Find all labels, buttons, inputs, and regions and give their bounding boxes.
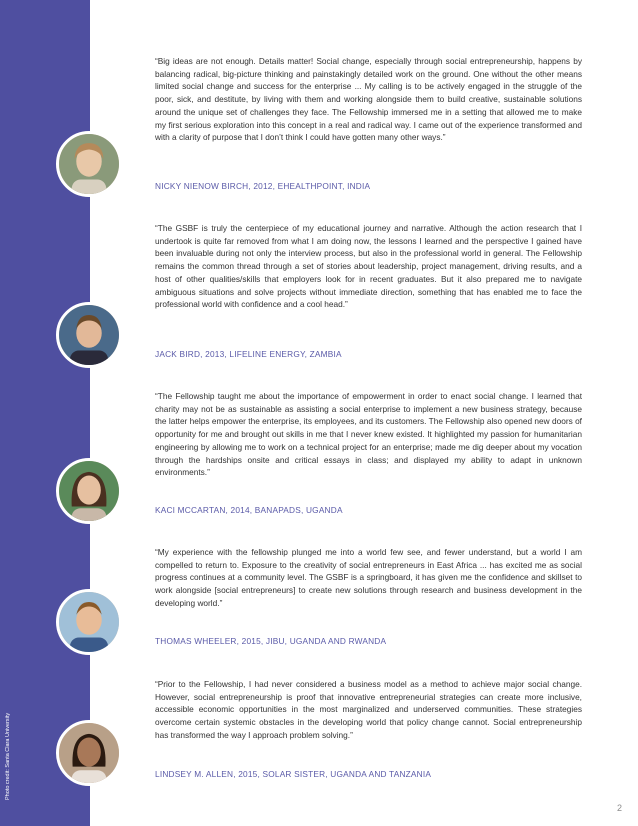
testimonial-attribution: NICKY NIENOW BIRCH, 2012, EHEALTHPOINT, INDIA bbox=[155, 181, 371, 191]
avatar bbox=[56, 302, 122, 368]
testimonial-quote: “The Fellowship taught me about the importance of empowerment in order to enact social change. I learned that charity may not be as sustainable as assisting a social enterprise to implement a new business strategy, because the latter helps empower the enterprise, its employees, and its customers. The Fellowship also opened new doors of opportunity for me and brought out skills in me that I never knew existed. It highlighted my passion for humanitarian engineering by allowing me to work on a technical project for an enterprise; made me dig deeper about my vocation through the hardships onsite and critical essays in class; and displayed my ability to adapt in unknown environments.” bbox=[155, 391, 582, 478]
testimonial-entry bbox=[155, 678, 582, 779]
testimonial-quote: “My experience with the fellowship plunged me into a world few see, and fewer understand, but a world I am compelled to return to. Exposure to the creativity of social entrepreneurs in East Africa ... has excited me as social progress continues at a community level. The GSBF is a springboard, it has given me the confidence and skillset to work alongside [social entrepreneurs] to create new solutions through research and business development in the developing world.” bbox=[155, 547, 582, 608]
avatar bbox=[56, 131, 122, 197]
testimonial-attribution: THOMAS WHEELER, 2015, JIBU, UGANDA AND RWANDA bbox=[155, 636, 387, 646]
testimonial-entry bbox=[155, 546, 582, 646]
photo-credit: Photo credit: Santa Clara University bbox=[5, 712, 11, 800]
avatar bbox=[56, 720, 122, 786]
testimonial-quote: “The GSBF is truly the centerpiece of my educational journey and narrative. Although the action research that I undertook is quite far removed from what I am doing now, the lessons I learned and the perspective I gained have been invaluable during not only the interview process, but also in the professional world in general. The Fellowship remains the common thread through a set of stories about leadership, project management, driving results, and a host of other qualities/skills that employers look for in recent graduates. But it also prepared me to navigate ambiguous situations and solve projects without immediate direction, something that has enabled me to face the professional world with confidence and a cool head.” bbox=[155, 223, 582, 310]
testimonial-quote: “Prior to the Fellowship, I had never considered a business model as a method to achieve major social change. However, social entrepreneurship is proof that innovative entrepreneurial strategies can create more inclusive, accessible economic opportunities in the most marginalized and underserved communities. These strategies overcome certain systemic obstacles in the developing world that policy change cannot. Social entrepreneurship has transformed the way I approach problem solving.” bbox=[155, 679, 582, 740]
testimonial-attribution: JACK BIRD, 2013, LIFELINE ENERGY, ZAMBIA bbox=[155, 349, 342, 359]
avatar bbox=[56, 458, 122, 524]
testimonial-entry bbox=[155, 390, 582, 515]
avatar bbox=[56, 589, 122, 655]
testimonial-attribution: LINDSEY M. ALLEN, 2015, SOLAR SISTER, UGANDA AND TANZANIA bbox=[155, 769, 432, 779]
page-number: 2 bbox=[617, 803, 623, 813]
sidebar-band bbox=[0, 0, 90, 826]
testimonial-entry bbox=[155, 55, 582, 191]
testimonial-entry bbox=[155, 222, 582, 359]
testimonial-attribution: KACI MCCARTAN, 2014, BANAPADS, UGANDA bbox=[155, 505, 343, 515]
testimonial-quote: “Big ideas are not enough. Details matter! Social change, especially through social entrepreneurship, happens by balancing radical, big-picture thinking and painstakingly detailed work on the ground. One without the other means limited social change and success for the enterprise ... My calling is to be actively engaged in the struggle of the poor, sick, and destitute, by living with them and working alongside them to build creative, sustainable solutions around the unique set of challenges they face. The Fellowship immersed me in a setting that allowed me to make my first serious exploration into this concept in a real and radical way. I came out of the experience transformed and with a clarity of purpose that I don’t think I could have gotten many other ways.” bbox=[155, 56, 582, 143]
